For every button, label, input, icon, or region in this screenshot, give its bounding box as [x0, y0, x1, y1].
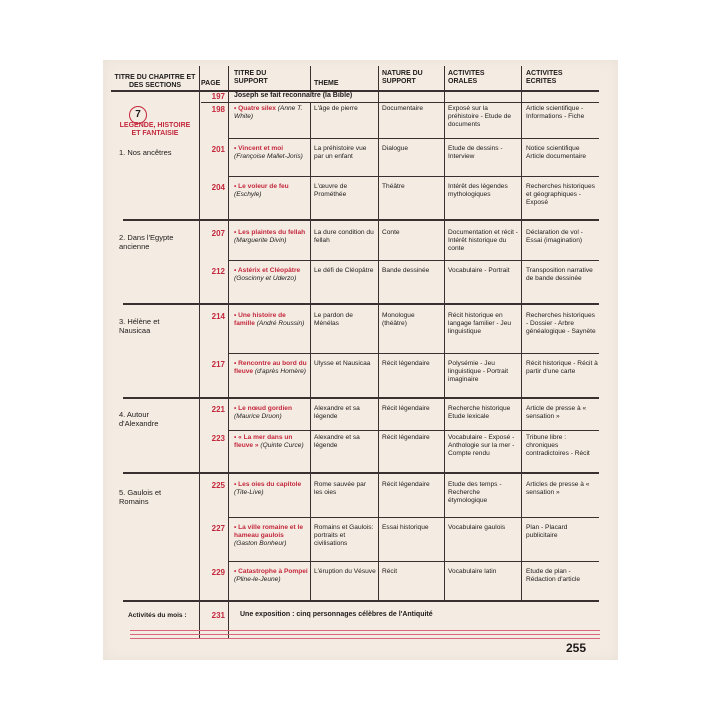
col-rule [521, 66, 522, 600]
page-number-cell: 229 [211, 568, 225, 577]
section-label: 1. Nos ancêtres [119, 148, 172, 157]
activites-ecrites-cell: Récit historique - Récit à partir d'une carte [526, 360, 598, 375]
activites-orales-cell: Récit historique en langage familier - Jeu linguistique [448, 312, 512, 335]
nature-cell: Récit légendaire [382, 405, 430, 412]
page-number-cell: 225 [211, 481, 225, 490]
header-rule [111, 90, 599, 92]
page-number-cell: 201 [211, 145, 225, 154]
nature-cell: Documentaire [382, 105, 424, 112]
row-rule [228, 517, 599, 518]
header-nature: NATURE DU SUPPORT [382, 70, 423, 85]
support-title [234, 267, 308, 283]
support-title-text: • Astérix et Cléopâtre [234, 267, 300, 274]
support-title [234, 105, 308, 121]
support-author: (Tite-Live) [234, 489, 264, 496]
page-number-cell: 204 [211, 183, 225, 192]
row-rule [228, 430, 599, 431]
page-number-cell: 214 [211, 312, 225, 321]
page-number-cell: 197 [211, 92, 225, 101]
section-label: 5. Gaulois et Romains [119, 488, 162, 506]
activites-ecrites-cell: Tribune libre : chroniques contradictoires - Récit [526, 434, 590, 457]
support-title [234, 481, 308, 497]
activites-orales-cell: Vocabulaire gaulois [448, 524, 506, 531]
nature-cell: Récit [382, 568, 398, 575]
activites-ecrites-cell: Articles de presse à « sensation » [526, 481, 590, 496]
nature-cell: Dialogue [382, 145, 409, 152]
activites-ecrites-cell: Transposition narrative de bande dessinée [526, 267, 593, 282]
header-theme: THEME [314, 80, 339, 87]
section-rule [123, 397, 599, 399]
col-rule [310, 102, 311, 600]
section-rule [123, 219, 599, 221]
support-title [234, 405, 308, 421]
activites-orales-cell: Recherche historique Etude lexicale [448, 405, 511, 420]
theme-cell: Alexandre et sa légende [314, 405, 360, 420]
support-author: (André Roussin) [256, 320, 305, 327]
section-rule [123, 600, 599, 602]
theme-cell: L'éruption du Vésuve [314, 568, 376, 575]
page-number-cell: 212 [211, 267, 225, 276]
decorative-rule [130, 638, 600, 639]
decorative-rule [130, 634, 600, 635]
section-label: 4. Autour d'Alexandre [119, 410, 159, 428]
support-author: (Goscinny et Uderzo) [234, 275, 297, 282]
activites-ecrites-cell: Recherches historiques et géographiques - Exposé [526, 183, 595, 206]
section-rule [123, 472, 599, 474]
support-title [234, 183, 308, 199]
chapter-number-badge: 7 [129, 106, 147, 124]
theme-cell: Rome sauvée par les oies [314, 481, 367, 496]
page-number-cell: 207 [211, 229, 225, 238]
header-page: PAGE [201, 80, 221, 87]
section-rule [123, 303, 599, 305]
row-rule [228, 176, 599, 177]
activites-ecrites-cell: Plan - Placard publicitaire [526, 524, 568, 539]
col-rule [444, 66, 445, 600]
support-title-text: • Les oies du capitole [234, 481, 301, 488]
theme-cell: Romains et Gaulois: portraits et civilisations [314, 524, 374, 547]
row-rule [228, 138, 599, 139]
support-author: (Pline-le-Jeune) [234, 576, 281, 583]
page-number-cell: 221 [211, 405, 225, 414]
section-label: 3. Hélène et Nausicaa [119, 317, 160, 335]
support-title-text: • Vincent et moi [234, 145, 283, 152]
activites-orales-cell: Exposé sur la préhistoire - Etude de documents [448, 105, 512, 128]
activites-orales-cell: Vocabulaire - Portrait [448, 267, 510, 274]
row-rule [228, 353, 599, 354]
activites-ecrites-cell: Article scientifique - Informations - Fiche [526, 105, 585, 120]
theme-cell: L'âge de pierre [314, 105, 358, 112]
support-title-text: • La ville romaine et le hameau gaulois [234, 524, 303, 539]
nature-cell: Récit légendaire [382, 360, 430, 367]
footer-page: 231 [211, 611, 225, 620]
support-author: (Anne T. White) [234, 105, 303, 120]
nature-cell: Monologue (théâtre) [382, 312, 415, 327]
header-chapitre: TITRE DU CHAPITRE ET DES SECTIONS [114, 74, 196, 89]
support-author: (Marguerite Divin) [234, 237, 287, 244]
row-rule [228, 561, 599, 562]
activites-orales-cell: Documentation et récit - Intérêt historique du conte [448, 229, 518, 252]
activites-ecrites-cell: Déclaration de vol - Essai (imagination) [526, 229, 583, 244]
nature-cell: Récit légendaire [382, 481, 430, 488]
theme-cell: La dure condition du fellah [314, 229, 374, 244]
support-title [234, 568, 308, 584]
page-number-cell: 227 [211, 524, 225, 533]
col-rule [378, 66, 379, 600]
support-title-text: • Catastrophe à Pompei [234, 568, 308, 575]
support-title-text: • Le nœud gordien [234, 405, 292, 412]
activites-orales-cell: Etude des temps - Recherche étymologique [448, 481, 502, 504]
support-title [234, 145, 308, 161]
support-title-text: • Une histoire de famille [234, 312, 286, 327]
theme-cell: L'œuvre de Prométhée [314, 183, 348, 198]
theme-cell: Ulysse et Nausicaa [314, 360, 371, 367]
support-author: (Françoise Mallet-Joris) [234, 153, 303, 160]
support-title-text: • Rencontre au bord du fleuve [234, 360, 307, 375]
activites-orales-cell: Etude de dessins - Interview [448, 145, 503, 160]
activites-ecrites-cell: Article de presse à « sensation » [526, 405, 587, 420]
nature-cell: Essai historique [382, 524, 429, 531]
activites-ecrites-cell: Etude de plan - Rédaction d'article [526, 568, 581, 583]
header-orales: ACTIVITES ORALES [448, 70, 485, 85]
decorative-rule [130, 630, 600, 631]
support-title [234, 360, 308, 376]
section-label: 2. Dans l'Egypte ancienne [119, 233, 174, 251]
support-author: (d'après Homère) [254, 368, 307, 375]
page-number-cell: 198 [211, 105, 225, 114]
support-author: (Eschyle) [234, 191, 262, 198]
theme-cell: La préhistoire vue par un enfant [314, 145, 367, 160]
theme-cell: Le défi de Cléopâtre [314, 267, 374, 274]
support-title-text: • Quatre silex [234, 105, 276, 112]
theme-cell: Le pardon de Ménélas [314, 312, 353, 327]
activites-orales-cell: Polysémie - Jeu linguistique - Portrait imaginaire [448, 360, 509, 383]
col-rule [199, 66, 200, 638]
header-ecrites: ACTIVITES ECRITES [526, 70, 563, 85]
header-titre: TITRE DU SUPPORT [234, 70, 268, 85]
col-rule [310, 66, 311, 90]
activites-ecrites-cell: Notice scientifique Article documentaire [526, 145, 587, 160]
support-author: (Gaston Bonheur) [234, 540, 287, 547]
page-number-cell: 217 [211, 360, 225, 369]
support-title [234, 229, 308, 245]
col-rule [228, 66, 229, 638]
footer-text: Une exposition : cinq personnages célèbres de l'Antiquité [240, 611, 433, 618]
support-author: (Quinte Curce) [260, 442, 304, 449]
page-number-cell: 223 [211, 434, 225, 443]
support-title [234, 434, 308, 450]
activites-orales-cell: Intérêt des légendes mythologiques [448, 183, 508, 198]
chapter-title: LEGENDE, HISTOIRE ET FANTAISIE [119, 122, 191, 137]
support-title [234, 524, 308, 548]
support-author: (Maurice Druon) [234, 413, 282, 420]
activites-orales-cell: Vocabulaire latin [448, 568, 497, 575]
row-rule [201, 102, 599, 103]
footer-label: Activités du mois : [128, 612, 187, 619]
support-title-text: • Le voleur de feu [234, 183, 289, 190]
support-title-text: • « La mer dans un fleuve » [234, 434, 292, 449]
support-title-text: • Les plaintes du fellah [234, 229, 305, 236]
theme-cell: Alexandre et sa légende [314, 434, 360, 449]
nature-cell: Théâtre [382, 183, 405, 190]
activites-orales-cell: Vocabulaire - Exposé - Anthologie sur la mer - Compte rendu [448, 434, 515, 457]
activites-ecrites-cell: Recherches historiques - Dossier - Arbre généalogique - Saynète [526, 312, 596, 335]
intro-text: Joseph se fait reconnaître (la Bible) [234, 92, 353, 99]
support-title [234, 312, 308, 328]
nature-cell: Récit légendaire [382, 434, 430, 441]
nature-cell: Bande dessinée [382, 267, 430, 274]
nature-cell: Conte [382, 229, 400, 236]
page-number: 255 [566, 641, 587, 655]
row-rule [228, 260, 599, 261]
